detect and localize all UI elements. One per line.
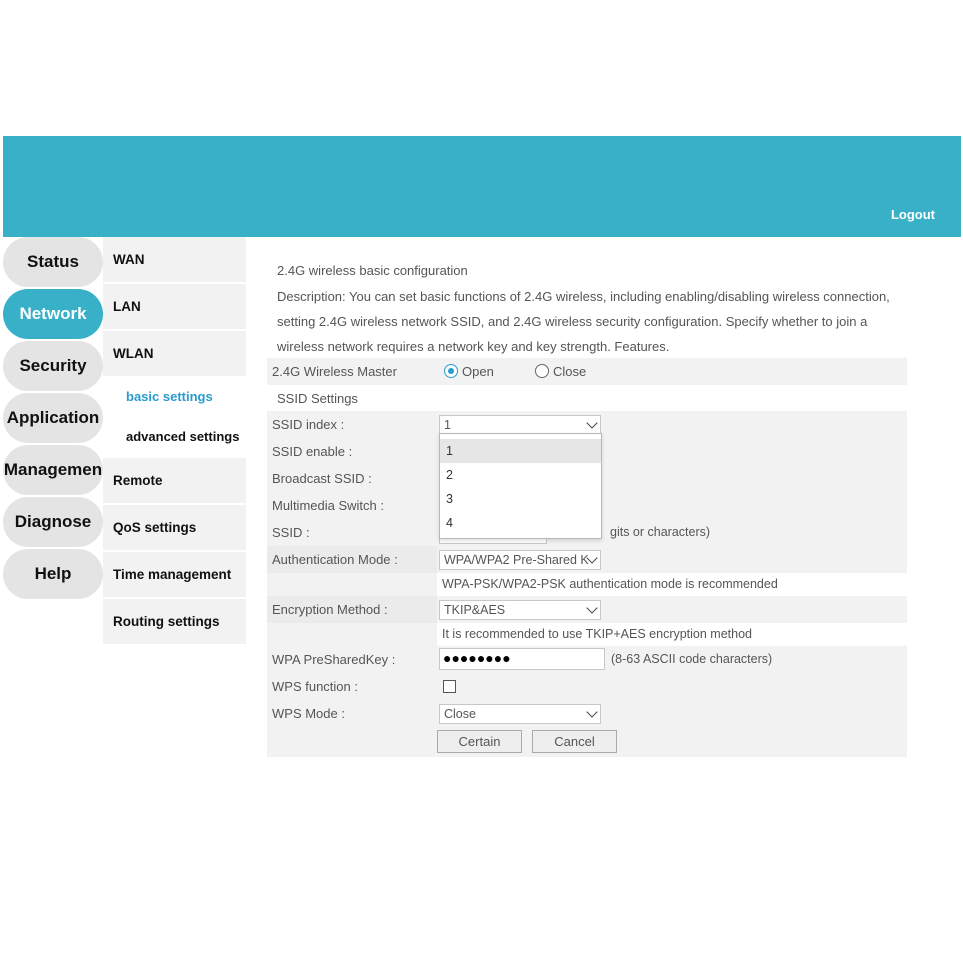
main-nav-network[interactable]: Network xyxy=(3,289,103,339)
logout-link[interactable]: Logout xyxy=(890,207,935,222)
wps-mode-select[interactable] xyxy=(439,704,601,724)
encryption-row xyxy=(267,596,907,646)
wps-function-row xyxy=(267,673,907,700)
encryption-label: Encryption Method : xyxy=(267,596,437,623)
encryption-select[interactable] xyxy=(439,600,601,620)
certain-button[interactable]: Certain xyxy=(437,730,522,753)
ssid-index-option[interactable]: 1 xyxy=(440,439,601,463)
page-title: 2.4G wireless basic configuration xyxy=(277,263,468,278)
encryption-hint: It is recommended to use TKIP+AES encryption method xyxy=(442,623,907,646)
wireless-close-radio[interactable] xyxy=(535,364,549,378)
wps-function-label: WPS function : xyxy=(272,679,358,694)
ssid-label: SSID : xyxy=(272,525,310,540)
ssid-index-value: 1 xyxy=(444,418,451,432)
sub-nav-wan[interactable]: WAN xyxy=(103,237,246,282)
wireless-master-label: 2.4G Wireless Master xyxy=(272,364,397,379)
psk-label: WPA PreSharedKey : xyxy=(272,652,396,667)
auth-mode-value: WPA/WPA2 Pre-Shared K xyxy=(444,553,589,567)
psk-row xyxy=(267,646,907,673)
main-nav-management[interactable]: Managemen xyxy=(3,445,103,495)
ssid-enable-label: SSID enable : xyxy=(272,444,353,459)
wps-mode-label: WPS Mode : xyxy=(272,706,345,721)
actions-row xyxy=(267,727,907,757)
wps-mode-row xyxy=(267,700,907,727)
encryption-value: TKIP&AES xyxy=(444,603,506,617)
main-nav-diagnose[interactable]: Diagnose xyxy=(3,497,103,547)
chevron-down-icon xyxy=(586,417,597,428)
broadcast-ssid-label: Broadcast SSID : xyxy=(272,471,372,486)
sub-nav-time-management[interactable]: Time management xyxy=(103,552,246,597)
wireless-open-label: Open xyxy=(462,364,494,379)
wireless-close-label: Close xyxy=(553,364,587,379)
wps-mode-value: Close xyxy=(444,707,476,721)
sub-nav-routing-settings[interactable]: Routing settings xyxy=(103,599,246,644)
ssid-hint: gits or characters) xyxy=(610,525,711,539)
wlan-submenu xyxy=(113,376,246,456)
psk-input[interactable] xyxy=(439,648,605,670)
sub-nav-basic-settings[interactable]: basic settings xyxy=(126,389,213,404)
ssid-index-select[interactable] xyxy=(439,415,601,435)
ssid-index-dropdown xyxy=(439,433,602,539)
multimedia-switch-label: Multimedia Switch : xyxy=(272,498,384,513)
main-nav-security[interactable]: Security xyxy=(3,341,103,391)
sub-nav-advanced-settings[interactable]: advanced settings xyxy=(126,429,240,444)
page-description: Description: You can set basic functions of 2.4G wireless, including enabling/disabling wireless connection, setting 2.4G wireless network SSID, and 2.4G wireless security configuration. Specify whether to join a wireless network requires a network key and key strength. Features. xyxy=(277,289,890,354)
main-nav-help[interactable]: Help xyxy=(3,549,103,599)
auth-mode-row xyxy=(267,546,907,596)
cancel-button[interactable]: Cancel xyxy=(532,730,617,753)
wireless-master-row xyxy=(267,358,907,385)
auth-mode-select[interactable] xyxy=(439,550,601,570)
ssid-settings-heading: SSID Settings xyxy=(277,391,358,406)
main-nav-status[interactable]: Status xyxy=(3,237,103,287)
sub-nav-remote[interactable]: Remote xyxy=(103,458,246,503)
psk-value: ●●●●●●●● xyxy=(443,650,511,666)
wireless-open-radio[interactable] xyxy=(444,364,458,378)
ssid-settings-header xyxy=(267,385,907,412)
main-nav-application[interactable]: Application xyxy=(3,393,103,443)
auth-mode-label: Authentication Mode : xyxy=(267,546,437,573)
ssid-index-option[interactable]: 4 xyxy=(446,516,453,530)
psk-hint: (8-63 ASCII code characters) xyxy=(611,652,773,666)
sub-nav-lan[interactable]: LAN xyxy=(103,284,246,329)
chevron-down-icon xyxy=(586,602,597,613)
ssid-index-option[interactable]: 3 xyxy=(446,492,453,506)
sub-nav-wlan[interactable]: WLAN xyxy=(103,331,246,376)
auth-mode-hint: WPA-PSK/WPA2-PSK authentication mode is recommended xyxy=(442,573,907,596)
header-banner xyxy=(3,136,961,237)
sub-nav-qos-settings[interactable]: QoS settings xyxy=(103,505,246,550)
wps-function-checkbox[interactable] xyxy=(443,680,456,693)
ssid-index-label: SSID index : xyxy=(272,417,345,432)
ssid-index-option[interactable]: 2 xyxy=(446,468,453,482)
chevron-down-icon xyxy=(586,706,597,717)
